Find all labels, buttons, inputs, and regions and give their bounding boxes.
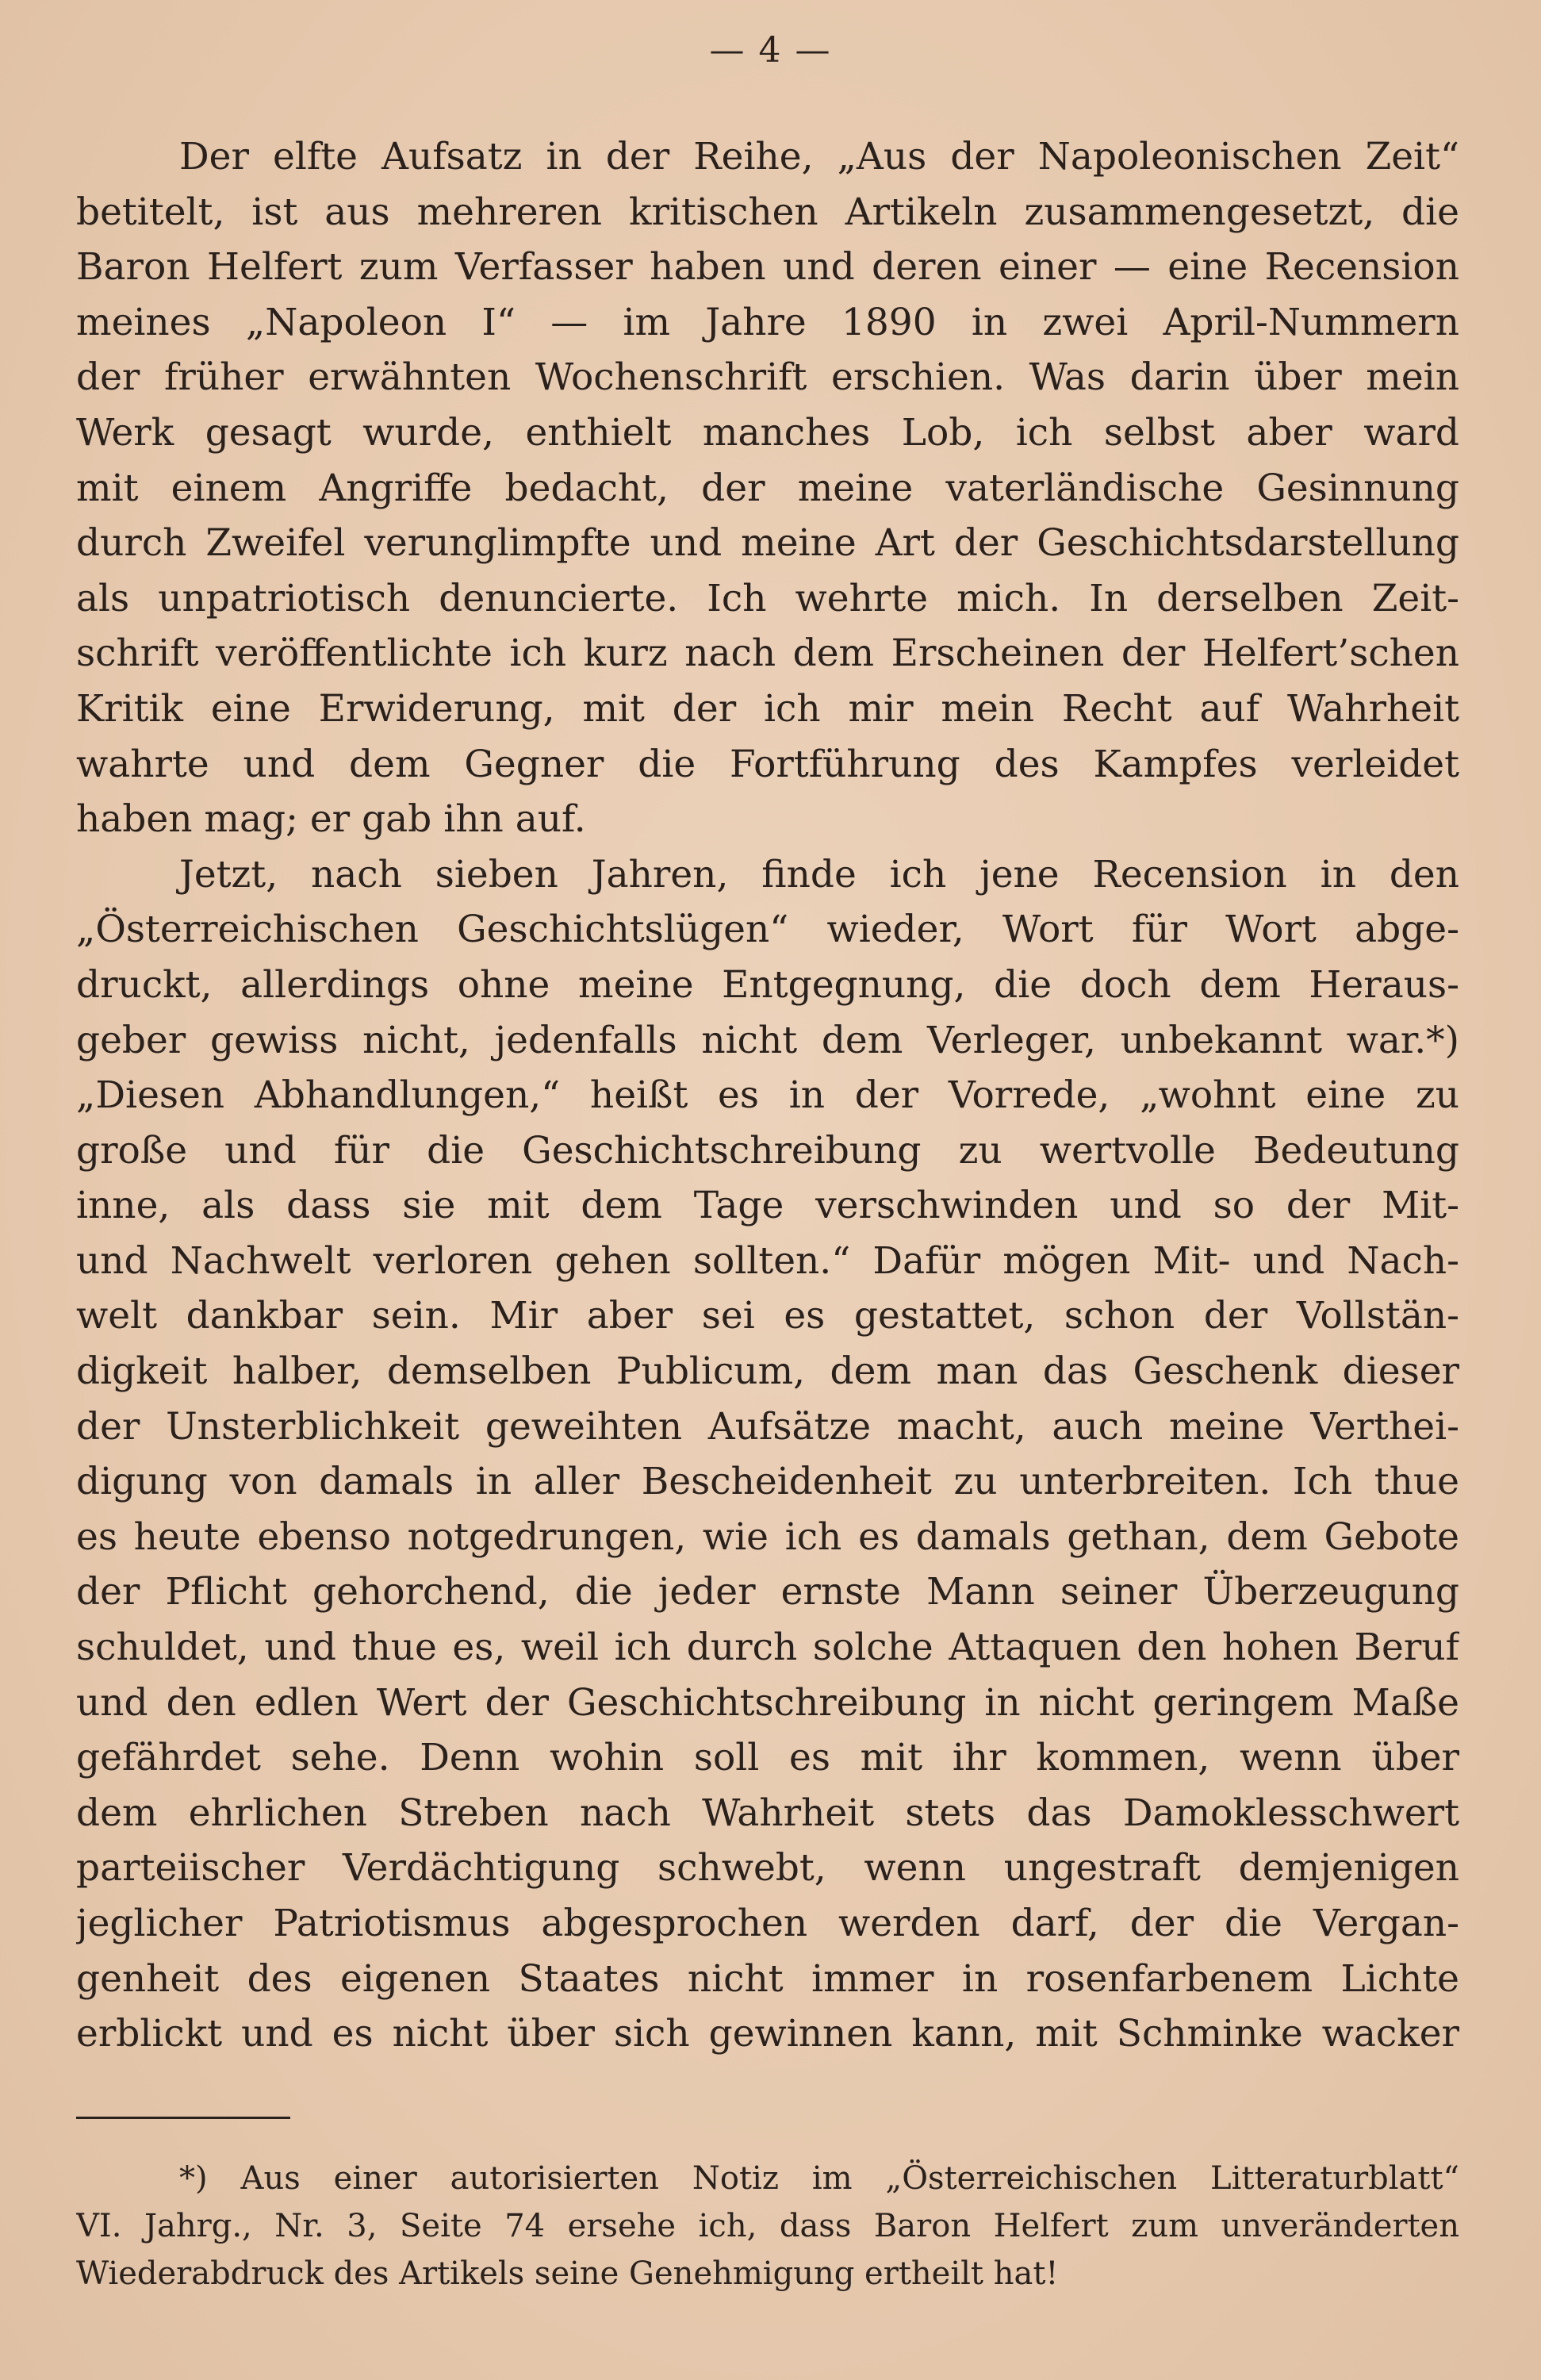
text-line: es heute ebenso notgedrungen, wie ich es damals gethan, dem Gebote xyxy=(76,1514,1459,1559)
text-line: „Diesen Abhandlungen,“ heißt es in der Vorrede, „wohnt eine zu xyxy=(76,1073,1459,1118)
text-line: der Pflicht gehorchend, die jeder ernste Mann seiner Überzeugung xyxy=(76,1570,1459,1614)
text-line: genheit des eigenen Staates nicht immer in rosenfarbenem Lichte xyxy=(76,1956,1459,2001)
text-line: meines „Napoleon I“ — im Jahre 1890 in zwei April-Nummern xyxy=(76,300,1459,344)
text-line: Der elfte Aufsatz in der Reihe, „Aus der Napoleonischen Zeit“ xyxy=(179,135,1459,178)
text-line: durch Zweifel verunglimpfte und meine Art der Geschichtsdarstellung xyxy=(76,521,1459,566)
text-line: und Nachwelt verloren gehen sollten.“ Dafür mögen Mit- und Nach- xyxy=(76,1238,1459,1283)
footnote xyxy=(76,2155,1459,2297)
text-line: geber gewiss nicht, jedenfalls nicht dem Verleger, unbekannt war.*) xyxy=(76,1018,1459,1062)
text-line: druckt, allerdings ohne meine Entgegnung, die doch dem Heraus- xyxy=(76,962,1459,1007)
text-line: betitelt, ist aus mehreren kritischen Artikeln zusammengesetzt, die xyxy=(76,190,1459,234)
text-line: parteiischer Verdächtigung schwebt, wenn ungestraft demjenigen xyxy=(76,1846,1459,1891)
footnote-line: Wiederabdruck des Artikels seine Genehmigung ertheilt hat! xyxy=(76,2255,1059,2292)
footnote-divider xyxy=(76,2117,290,2119)
text-line: digung von damals in aller Bescheidenheit zu unterbreiten. Ich thue xyxy=(76,1460,1459,1504)
text-line: der Unsterblichkeit geweihten Aufsätze macht, auch meine Verthei- xyxy=(76,1404,1459,1449)
text-line: digkeit halber, demselben Publicum, dem man das Geschenk dieser xyxy=(76,1349,1459,1394)
text-line: mit einem Angriffe bedacht, der meine vaterländische Gesinnung xyxy=(76,466,1459,510)
text-line: wahrte und dem Gegner die Fortführung des Kampfes verleidet xyxy=(76,742,1459,786)
text-line: jeglicher Patriotismus abgesprochen werden darf, der die Vergan- xyxy=(76,1902,1459,1945)
text-line: dem ehrlichen Streben nach Wahrheit stets das Damoklesschwert xyxy=(76,1791,1459,1835)
footnote-line: *) Aus einer autorisierten Notiz im „Österreichischen Litteraturblatt“ xyxy=(179,2160,1459,2197)
text-line: gefährdet sehe. Denn wohin soll es mit ihr kommen, wenn über xyxy=(76,1736,1459,1780)
text-line: große und für die Geschichtschreibung zu wertvolle Bedeutung xyxy=(76,1128,1459,1173)
page-number: — 4 — xyxy=(709,30,832,71)
text-line: schuldet, und thue es, weil ich durch solche Attaquen den hohen Beruf xyxy=(76,1626,1459,1670)
text-line: schrift veröffentlichte ich kurz nach dem Erscheinen der Helfert’schen xyxy=(76,631,1459,676)
text-line: der früher erwähnten Wochenschrift erschien. Was darin über mein xyxy=(76,355,1459,400)
text-line: und den edlen Wert der Geschichtschreibung in nicht geringem Maße xyxy=(76,1680,1459,1725)
text-line: Jetzt, nach sieben Jahren, finde ich jene Recension in den xyxy=(179,852,1459,896)
text-line: als unpatriotisch denuncierte. Ich wehrte mich. In derselben Zeit- xyxy=(76,576,1459,620)
text-line: welt dankbar sein. Mir aber sei es gestattet, schon der Vollstän- xyxy=(76,1294,1459,1338)
text-line: Baron Helfert zum Verfasser haben und deren einer — eine Recension xyxy=(76,245,1459,290)
text-line: Werk gesagt wurde, enthielt manches Lob, ich selbst aber ward xyxy=(76,410,1459,455)
text-line: erblickt und es nicht über sich gewinnen kann, mit Schminke wacker xyxy=(76,2012,1459,2056)
text-line: „Österreichischen Geschichtslügen“ wieder, Wort für Wort abge- xyxy=(76,908,1459,952)
text-line: haben mag; er gab ihn auf. xyxy=(76,797,586,842)
footnote-line: VI. Jahrg., Nr. 3, Seite 74 ersehe ich, dass Baron Helfert zum unveränderten xyxy=(76,2208,1459,2244)
text-line: inne, als dass sie mit dem Tage verschwinden und so der Mit- xyxy=(76,1184,1459,1228)
body-text xyxy=(76,129,1459,2062)
text-line: Kritik eine Erwiderung, mit der ich mir mein Recht auf Wahrheit xyxy=(76,686,1459,731)
